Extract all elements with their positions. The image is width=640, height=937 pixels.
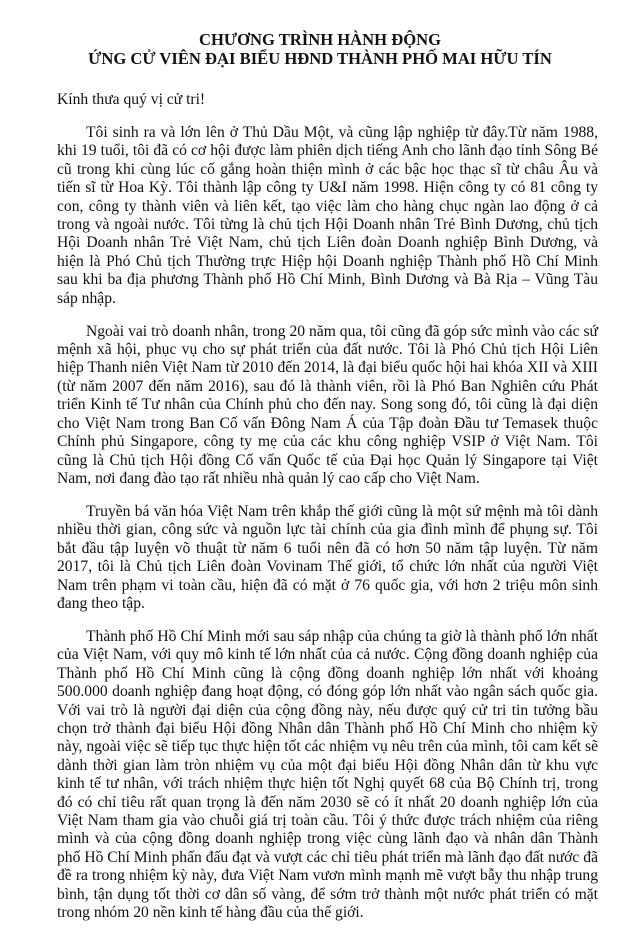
paragraph-social-missions: Ngoài vai trò doanh nhân, trong 20 năm qua, tôi cũng đã góp sức mình vào các sứ mệnh xã hội, phục vụ cho sự phát triển của đất nước. Tôi là Phó Chủ tịch Hội Liên hiệp Thanh niên Việt Nam từ 2010 đến 2014, là đại biểu quốc hội hai khóa XII và XIII (từ năm 2007 đến năm 2016), sau đó là thành viên, rồi là Phó Ban Nghiên cứu Phát triển Kinh tế Tư nhân của Chính phủ cho đến nay. Song song đó, tôi cũng là đại diện cho Việt Nam trong Ban Cố vấn Đông Nam Á của Tập đoàn Đầu tư Temasek thuộc Chính phủ Singapore, công ty mẹ của các khu công nghiệp VSIP ở Việt Nam. Tôi cũng là Chủ tịch Hội đồng Cố vấn Quốc tế của Đại học Quản lý Singapore tại Việt Nam, nơi đang đào tạo rất nhiều nhà quản lý cao cấp cho Việt Nam. xyxy=(57,322,598,487)
paragraph-commitment: Thành phố Hồ Chí Minh mới sau sáp nhập của chúng ta giờ là thành phố lớn nhất của Việt Nam, với quy mô kinh tế lớn nhất của cả nước. Cộng đồng doanh nghiệp của Thành phố Hồ Chí Minh cũng là cộng đồng doanh nghiệp lớn nhất với khoảng 500.000 doanh nghiệp đang hoạt động, có đóng góp lớn nhất vào ngân sách quốc gia. Với vai trò là người đại diện của cộng đồng này, nếu được quý cử tri tin tưởng bầu chọn trở thành đại biểu Hội đồng Nhân dân Thành phố Hồ Chí Minh cho nhiệm kỳ này, ngoài việc sẽ tiếp tục thực hiện tốt các nhiệm vụ nêu trên của mình, tôi cam kết sẽ dành thời gian làm tròn nhiệm vụ của một đại biểu Hội đồng Nhân dân từ khu vực kinh tế tư nhân, với trách nhiệm thực hiện tốt Nghị quyết 68 của Bộ Chính trị, trong đó có chỉ tiêu rất quan trọng là đến năm 2030 sẽ có ít nhất 20 doanh nghiệp lớn của Việt Nam tham gia vào chuỗi giá trị toàn cầu. Tôi ý thức được trách nhiệm của riêng mình và của cộng đồng doanh nghiệp trong việc cùng lãnh đạo và nhân dân Thành phố Hồ Chí Minh phấn đấu đạt và vượt các chỉ tiêu phát triển mà lãnh đạo đất nước đã đề ra trong nhiệm kỳ này, đưa Việt Nam vươn mình mạnh mẽ vượt bẫy thu nhập trung bình, tận dụng tốt thời cơ dân số vàng, để sớm trở thành một nước phát triển có mặt trong nhóm 20 nền kinh tế hàng đầu của thế giới. xyxy=(57,627,598,922)
document-title-line-2: ỨNG CỬ VIÊN ĐẠI BIỂU HĐND THÀNH PHỐ MAI HỮU TÍN xyxy=(88,49,552,68)
greeting: Kính thưa quý vị cử tri! xyxy=(57,91,206,108)
document-body xyxy=(57,91,598,937)
paragraph-background: Tôi sinh ra và lớn lên ở Thủ Dầu Một, và cũng lập nghiệp từ đây.Từ năm 1988, khi 19 tuổi, tôi đã có cơ hội được làm phiên dịch tiếng Anh cho lãnh đạo tỉnh Sông Bé cũ trong khi cùng lúc cố gắng hoàn thiện mình ở các bậc học thạc sĩ từ châu Âu và tiến sĩ từ Hoa Kỳ. Tôi thành lập công ty U&I năm 1998. Hiện công ty có 81 công ty con, công ty thành viên và liên kết, tạo việc làm cho hàng chục ngàn lao động ở cả trong và ngoài nước. Tôi từng là chủ tịch Hội Doanh nhân Trẻ Bình Dương, chủ tịch Hội Doanh nhân Trẻ Việt Nam, chủ tịch Liên đoàn Doanh nghiệp Bình Dương, và hiện là Phó Chủ tịch Thường trực Hiệp hội Doanh nghiệp Thành phố Hồ Chí Minh sau khi ba địa phương Thành phố Hồ Chí Minh, Bình Dương và Bà Rịa – Vũng Tàu sáp nhập. xyxy=(57,124,598,307)
document-title-line-1: CHƯƠNG TRÌNH HÀNH ĐỘNG xyxy=(198,30,441,49)
paragraph-vovinam: Truyền bá văn hóa Việt Nam trên khắp thế giới cũng là một sứ mệnh mà tôi dành nhiều thời gian, công sức và nguồn lực tài chính của gia đình mình để phụng sự. Tôi bắt đầu tập luyện võ thuật từ năm 6 tuổi nên đã có hơn 50 năm tập luyện. Từ năm 2017, tôi là Chủ tịch Liên đoàn Vovinam Thế giới, tổ chức lớn nhất của người Việt Nam trên phạm vi toàn cầu, hiện đã có mặt ở 76 quốc gia, với hơn 2 triệu môn sinh đang theo tập. xyxy=(57,502,598,612)
